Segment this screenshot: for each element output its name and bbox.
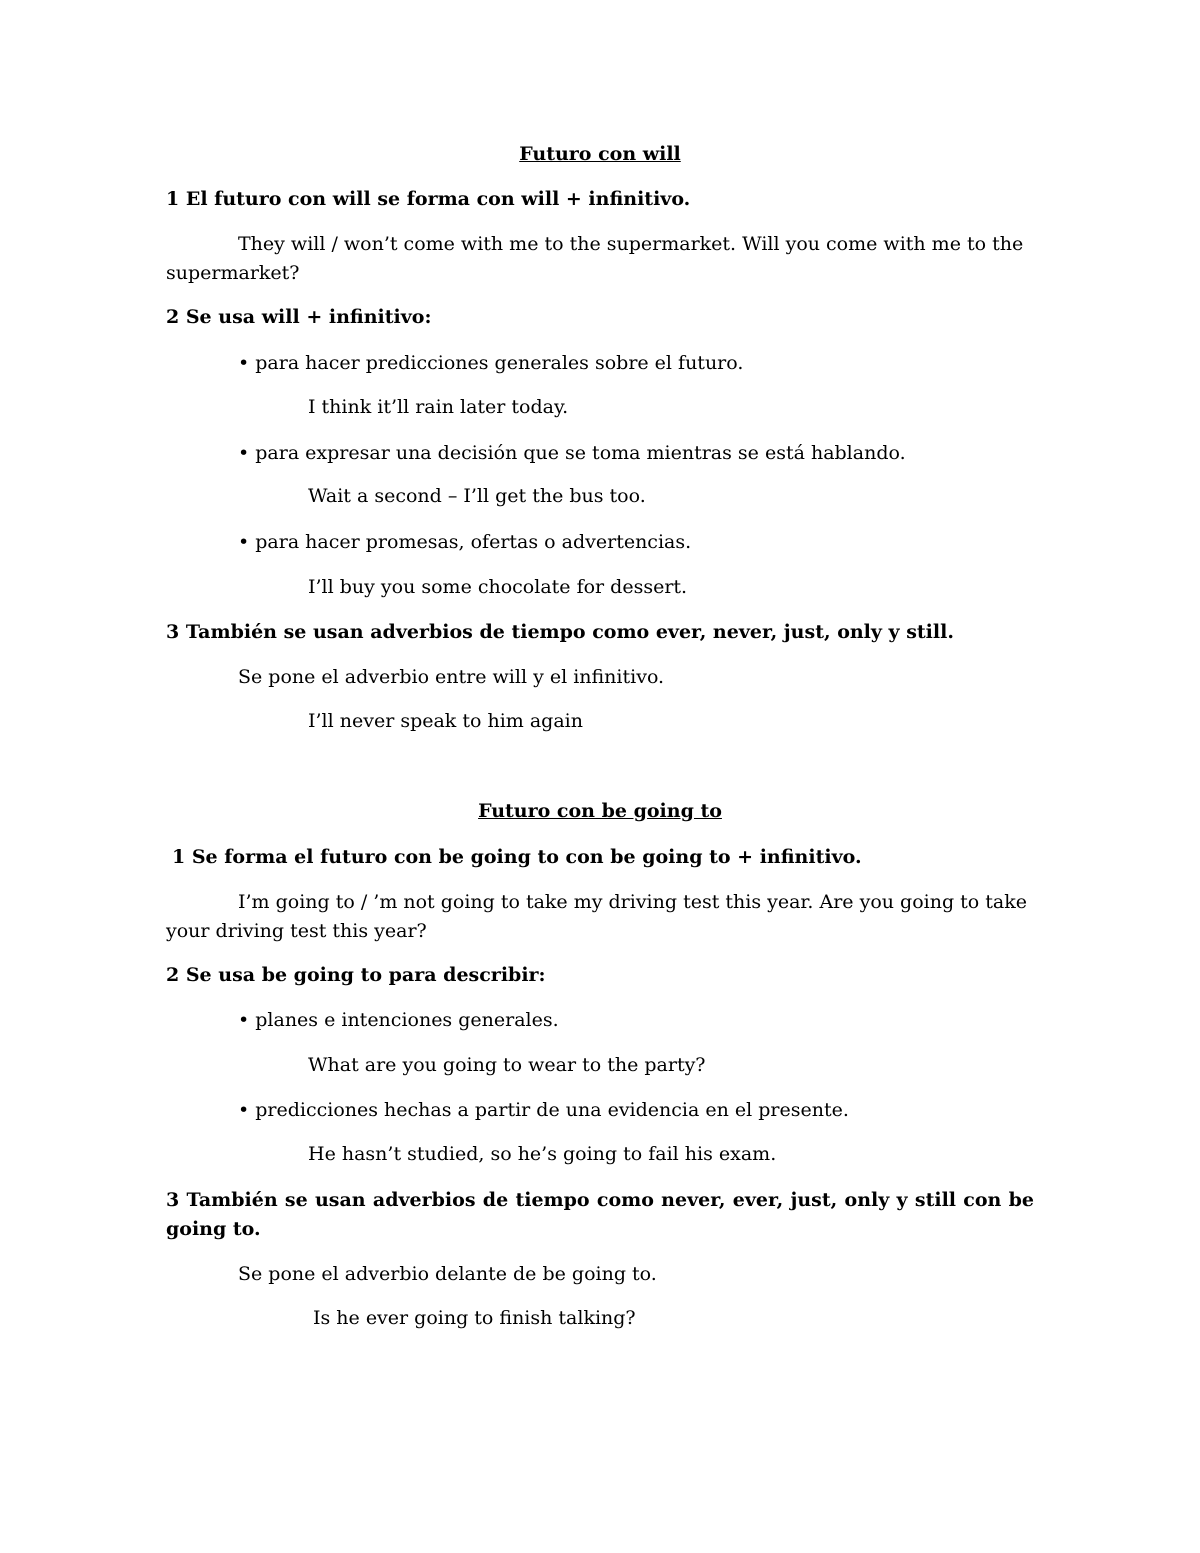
adverb-example-going: Is he ever going to finish talking? (313, 1307, 636, 1329)
example-will-3: I’ll buy you some chocolate for dessert. (308, 576, 688, 598)
use-will-1: • para hacer predicciones generales sobre el futuro. (238, 352, 744, 374)
use-going-1: • planes e intenciones generales. (238, 1009, 559, 1031)
heading-will-3: 3 También se usan adverbios de tiempo como ever, never, just, only y still. (166, 621, 954, 643)
example-going-formation: I’m going to / ’m not going to take my driving test this year. Are you going to take your driving test this year? (166, 891, 1027, 942)
adverb-example-will: I’ll never speak to him again (308, 710, 583, 732)
heading-going-2: 2 Se usa be going to para describir: (166, 964, 546, 986)
heading-going-1: 1 Se forma el futuro con be going to con be going to + infinitivo. (172, 846, 862, 868)
section-title-will: Futuro con will (519, 143, 681, 165)
heading-will-1: 1 El futuro con will se forma con will + infinitivo. (166, 188, 691, 210)
adverb-rule-going: Se pone el adverbio delante de be going to. (238, 1263, 657, 1285)
section-title-going: Futuro con be going to (478, 800, 722, 822)
example-will-formation: They will / won’t come with me to the supermarket. Will you come with me to the supermarket? (166, 233, 1024, 284)
use-going-2: • predicciones hechas a partir de una evidencia en el presente. (238, 1099, 849, 1121)
example-will-1: I think it’ll rain later today. (308, 396, 569, 418)
adverb-rule-will: Se pone el adverbio entre will y el infinitivo. (238, 666, 665, 688)
heading-going-3: 3 También se usan adverbios de tiempo como never, ever, just, only y still con be going to. (166, 1189, 1034, 1240)
use-will-3: • para hacer promesas, ofertas o advertencias. (238, 531, 692, 553)
heading-will-2: 2 Se usa will + infinitivo: (166, 306, 432, 328)
example-will-2: Wait a second – I’ll get the bus too. (308, 485, 646, 507)
example-going-1: What are you going to wear to the party? (308, 1054, 706, 1076)
use-will-2: • para expresar una decisión que se toma mientras se está hablando. (238, 442, 906, 464)
example-going-2: He hasn’t studied, so he’s going to fail his exam. (308, 1143, 777, 1165)
